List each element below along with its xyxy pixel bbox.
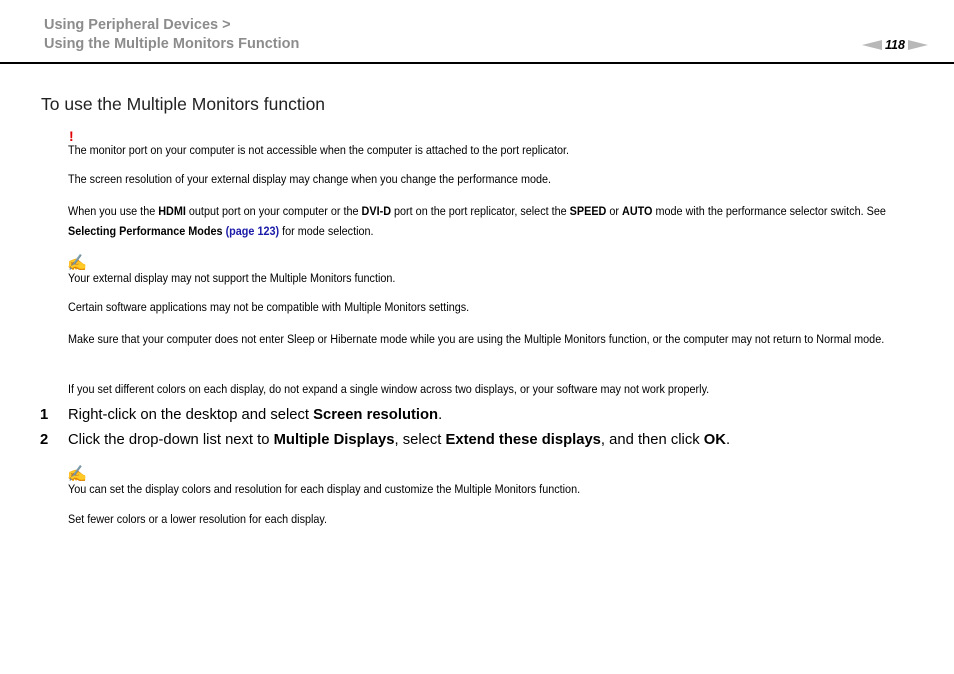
note-text-4: If you set different colors on each display, do not expand a single window across two displays, or your software may not work properly. — [68, 382, 710, 396]
step-number-1: 1 — [40, 407, 49, 423]
warning-text-3: When you use the HDMI output port on your computer or the DVI-D port on the port replicator, select the SPEED or AUTO mode with the performance selector switch. See Selecting Performance Modes (page 123) for mode selection. — [68, 204, 886, 238]
pencil-icon: ✍ — [67, 255, 87, 272]
step-2-text: Click the drop-down list next to Multiple Displays, select Extend these displays, and then click OK. — [68, 432, 731, 448]
warning-text-1: The monitor port on your computer is not accessible when the computer is attached to the port replicator. — [68, 143, 570, 157]
section-title: To use the Multiple Monitors function — [41, 94, 326, 114]
warning-icon: ! — [69, 128, 74, 144]
note-text-1: Your external display may not support the Multiple Monitors function. — [68, 271, 396, 285]
note2-text-1: You can set the display colors and resolution for each display and customize the Multiple Monitors function. — [68, 482, 581, 496]
header-divider — [0, 62, 954, 64]
warning-text-2: The screen resolution of your external display may change when you change the performance mode. — [68, 172, 552, 186]
note-text-3: Make sure that your computer does not enter Sleep or Hibernate mode while you are using the Multiple Monitors function, or the computer may not return to Normal mode. — [68, 332, 885, 346]
next-page-arrow-icon[interactable] — [908, 40, 928, 50]
breadcrumb-parent: Using Peripheral Devices > — [44, 17, 231, 33]
page-number: 118 — [885, 38, 905, 52]
page-123-link[interactable]: (page 123) — [225, 224, 280, 238]
step-number-2: 2 — [40, 432, 49, 448]
page-navigator — [862, 37, 928, 53]
step-1-text: Right-click on the desktop and select Screen resolution. — [68, 407, 443, 423]
note-text-2: Certain software applications may not be compatible with Multiple Monitors settings. — [68, 300, 470, 314]
pencil-icon: ✍ — [67, 466, 87, 483]
previous-page-arrow-icon[interactable] — [862, 40, 882, 50]
note2-text-2: Set fewer colors or a lower resolution for each display. — [68, 512, 328, 526]
breadcrumb-current: Using the Multiple Monitors Function — [44, 36, 300, 52]
